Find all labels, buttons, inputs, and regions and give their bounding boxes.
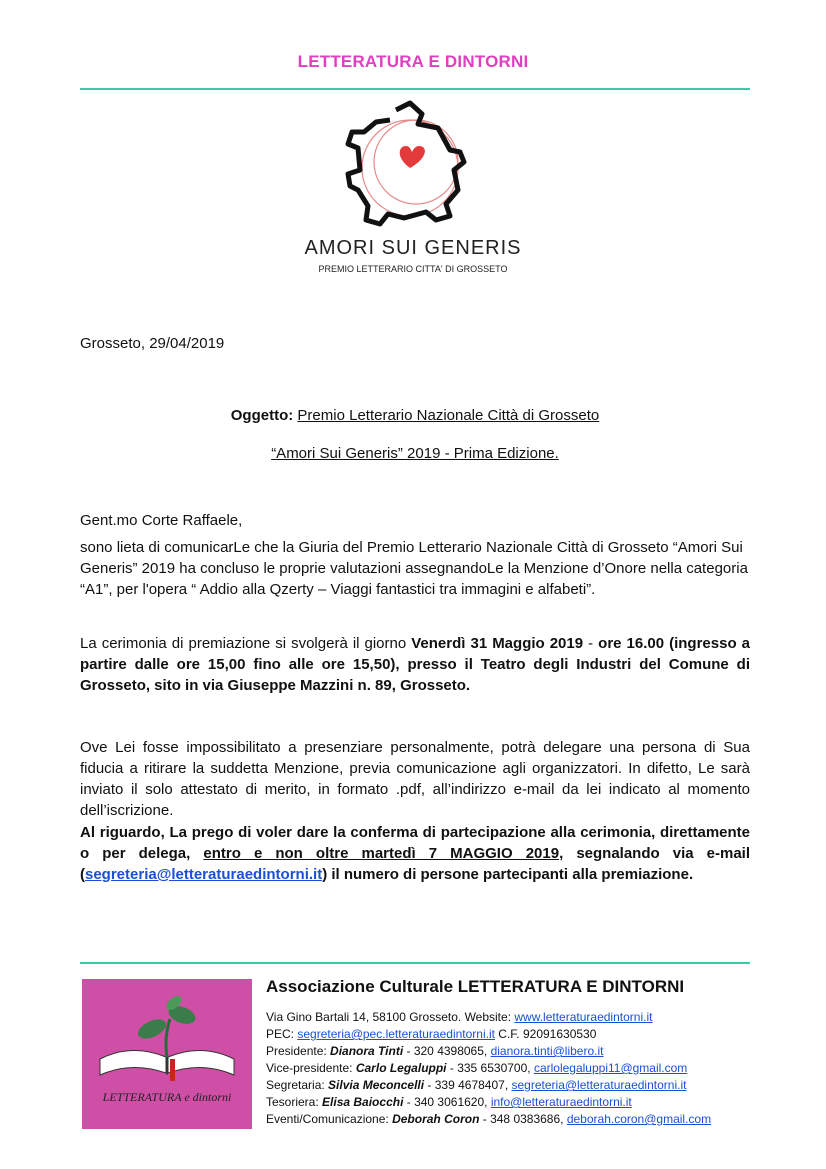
secretary-email-link[interactable]: segreteria@letteraturaedintorni.it — [511, 1078, 687, 1092]
president-phone: - 320 4398065, — [403, 1044, 491, 1058]
events-label: Eventi/Comunicazione: — [266, 1112, 393, 1126]
pec-link[interactable]: segreteria@pec.letteraturaedintorni.it — [297, 1027, 495, 1041]
president-email-link[interactable]: dianora.tinti@libero.it — [490, 1044, 604, 1058]
ceremony-details: ore 16.00 (ingresso a partire dalle ore 15,00 fino alle ore 15,50), presso il Teatro degli Industri del Comune di Grosseto, sito in via Giuseppe Mazzini n. 89, Grosseto. — [80, 635, 750, 694]
footer-secretary-line — [266, 1077, 711, 1094]
website-link[interactable]: www.letteraturaedintorni.it — [514, 1010, 653, 1024]
paragraph-confirm — [80, 822, 750, 885]
confirm-deadline: entro e non oltre martedì 7 MAGGIO 2019, — [203, 845, 564, 862]
footer-events-line — [266, 1111, 711, 1128]
secretary-phone: - 339 4678407, — [424, 1078, 512, 1092]
ceremony-intro: La cerimonia di premiazione si svolgerà il giorno — [80, 635, 412, 652]
paragraph-award: sono lieta di comunicarLe che la Giuria del Premio Letterario Nazionale Città di Grosseto “Amori Sui Generis” 2019 ha concluso le proprie valutazioni assegnandoLe la Menzione d’Onore nella categoria “A1”, per l'opera “ Addio alla Qzerty – Viaggi fantastici tra immagini e alfabeti”. — [80, 539, 748, 598]
logo-subtitle: PREMIO LETTERARIO CITTA' DI GROSSETO — [318, 264, 508, 274]
footer-logo-text: LETTERATURA e dintorni — [102, 1090, 232, 1104]
events-name: Deborah Coron — [392, 1112, 480, 1126]
header-rule — [80, 88, 750, 90]
treasurer-label: Tesoriera: — [266, 1095, 323, 1109]
events-email-link[interactable]: deborah.coron@gmail.com — [566, 1112, 712, 1126]
footer-contacts — [266, 1009, 711, 1128]
pec-label: PEC: — [266, 1027, 298, 1041]
amori-sui-generis-logo — [304, 100, 522, 290]
footer-pec-line — [266, 1026, 711, 1043]
logo-title: AMORI SUI GENERIS — [304, 237, 522, 259]
footer-rule — [80, 962, 750, 964]
subject-text: Premio Letterario Nazionale Città di Grosseto — [297, 407, 600, 424]
heart-icon — [400, 146, 425, 168]
subject-line-2 — [80, 443, 750, 464]
paragraph-delegate: Ove Lei fosse impossibilitato a presenziare personalmente, potrà delegare una persona di Sua fiducia a ritirare la suddetta Menzione, previa comunicazione agli organizzatori. In difetto, Le sarà inviato il solo attestato di merito, in formato .pdf, all’indirizzo e-mail da lei indicato al momento dell’iscrizione. — [80, 739, 750, 819]
cf-text: C.F. 92091630530 — [494, 1027, 597, 1041]
treasurer-phone: - 340 3061620, — [403, 1095, 491, 1109]
vice-phone: - 335 6530700, — [446, 1061, 534, 1075]
ceremony-date: Venerdì 31 Maggio 2019 — [411, 635, 584, 652]
letteratura-dintorni-logo — [82, 979, 252, 1129]
vice-name: Carlo Legaluppi — [355, 1061, 447, 1075]
vice-email-link[interactable]: carlolegaluppi11@gmail.com — [533, 1061, 688, 1075]
confirm-text-c: ) il numero di persone partecipanti alla premiazione. — [322, 866, 694, 883]
letter-date: Grosseto, 29/04/2019 — [80, 335, 225, 352]
confirm-text-b: segnalando via e-mail ( — [80, 845, 750, 883]
confirm-text-a: Al riguardo, La prego di voler dare la conferma di partecipazione alla cerimonia, direttamente o per delega, — [80, 824, 750, 862]
confirm-email-link[interactable]: segreteria@letteraturaedintorni.it — [85, 866, 323, 883]
association-title: Associazione Culturale LETTERATURA E DINTORNI — [266, 977, 685, 996]
footer-treasurer-line — [266, 1094, 711, 1111]
paragraph-ceremony — [80, 633, 750, 696]
treasurer-email-link[interactable]: info@letteraturaedintorni.it — [490, 1095, 632, 1109]
vice-label: Vice-presidente: — [266, 1061, 356, 1075]
address-text: Via Gino Bartali 14, 58100 Grosseto. Website: — [266, 1010, 515, 1024]
events-phone: - 348 0383686, — [479, 1112, 567, 1126]
president-name: Dianora Tinti — [330, 1044, 404, 1058]
president-label: Presidente: — [266, 1044, 331, 1058]
footer-address-line — [266, 1009, 711, 1026]
footer-president-line — [266, 1043, 711, 1060]
footer-vice-line — [266, 1060, 711, 1077]
subject-line — [80, 405, 750, 426]
header-title: LETTERATURA E DINTORNI — [297, 52, 529, 71]
subject-label: Oggetto: — [230, 407, 294, 424]
subject-edition: “Amori Sui Generis” 2019 - Prima Edizione. — [271, 445, 559, 462]
ceremony-separator: - — [583, 635, 599, 652]
treasurer-name: Elisa Baiocchi — [322, 1095, 404, 1109]
secretary-label: Segretaria: — [266, 1078, 329, 1092]
secretary-name: Silvia Meconcelli — [328, 1078, 425, 1092]
greeting: Gent.mo Corte Raffaele, — [80, 512, 243, 529]
